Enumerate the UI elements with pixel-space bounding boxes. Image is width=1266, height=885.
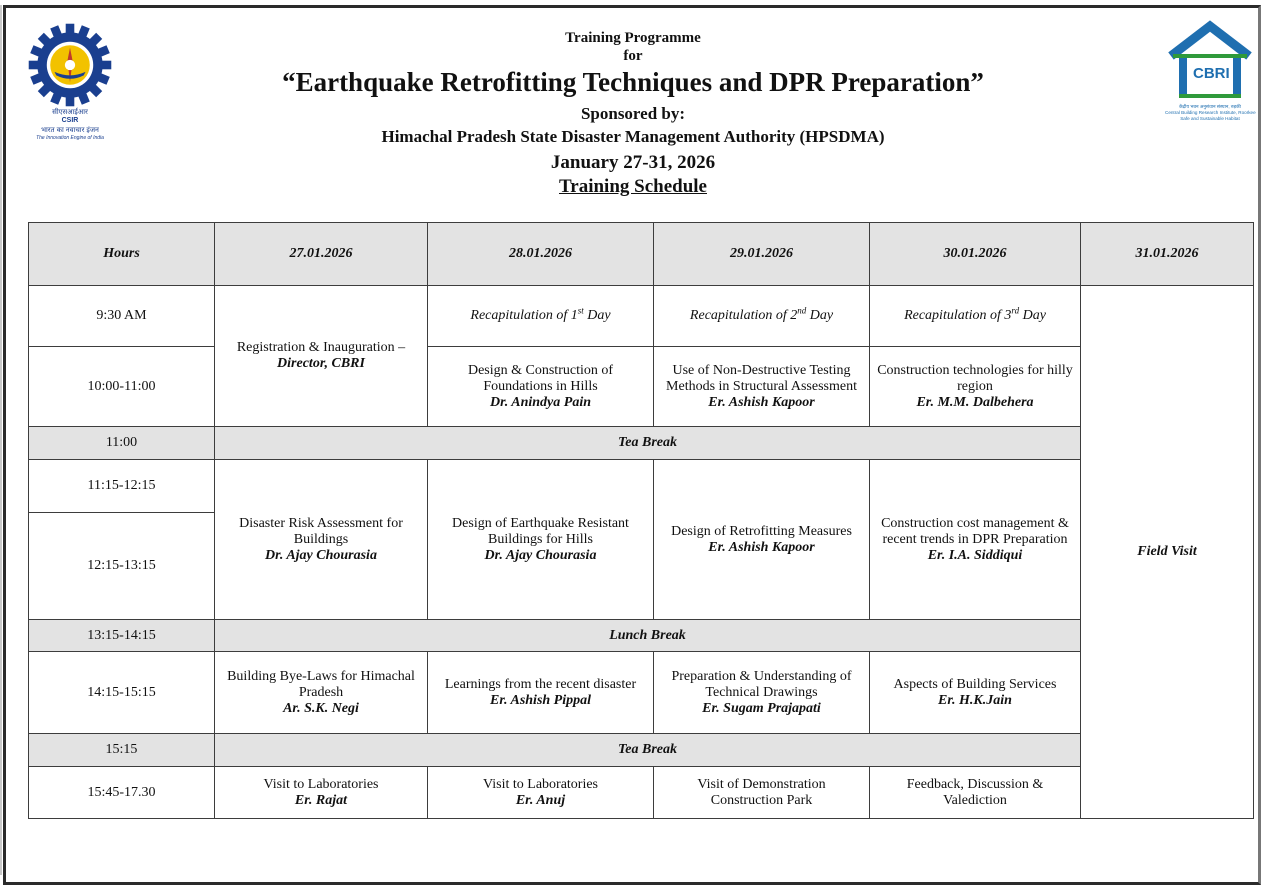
session-cell [214,766,428,819]
header-for: for [623,48,643,64]
session-title: Feedback, Discussion & Valediction [906,776,1044,808]
column-header-day5: 31.01.2026 [1080,222,1254,286]
session-cell [214,459,428,620]
session-speaker: Dr. Anindya Pain [489,394,591,410]
session-title: Aspects of Building Services [893,676,1057,692]
session-title: Use of Non-Destructive Testing Methods in Structural Assessment [666,362,857,394]
session-speaker: Er. Sugam Prajapati [702,700,821,716]
cbri-hindi-name: केंद्रीय भवन अनुसंधान संस्थान, रुड़की [1179,104,1241,109]
session-title: Building Bye-Laws for Himachal Pradesh [227,668,415,700]
session-cell [653,766,870,819]
time-cell: 10:00-11:00 [28,346,215,427]
session-title: Design of Retrofitting Measures [671,523,852,539]
column-header-day4: 30.01.2026 [869,222,1081,286]
time-cell: 13:15-14:15 [28,619,215,652]
time-cell: 12:15-13:15 [28,512,215,620]
session-cell [427,651,654,734]
session-speaker: Er. Ashish Kapoor [708,394,815,410]
page-title: “Earthquake Retrofitting Techniques and DPR Preparation” [282,67,984,97]
column-header-day3: 29.01.2026 [653,222,870,286]
recap-prefix: Recapitulation of 2 [689,308,798,323]
recap-suffix: nd [797,305,807,316]
recap-cell-day2 [427,285,654,347]
csir-hindi-tagline: भारत का नवाचार इंजन [41,127,99,134]
header-authority: Himachal Pradesh State Disaster Management Authority (HPSDMA) [381,127,885,146]
session-cell [214,651,428,734]
csir-name: CSIR [61,117,79,124]
recap-text [470,305,611,324]
recap-prefix: Recapitulation of 1 [470,308,578,323]
break-label: Tea Break [618,435,677,450]
column-header-day2: 28.01.2026 [427,222,654,286]
session-speaker: Dr. Ajay Chourasia [265,547,377,563]
session-title: Design of Earthquake Resistant Buildings for Hills [452,515,629,547]
session-title: Construction technologies for hilly region [877,362,1073,394]
column-header-hours: Hours [28,222,215,286]
recap-suffix: rd [1011,305,1020,316]
cbri-tagline: Safe and Sustainable Habitat [1180,116,1240,121]
session-cell [869,766,1081,819]
cbri-full-name: Central Building Research Institute, Roorkee [1165,110,1256,115]
session-cell [869,346,1081,427]
session-title: Construction cost management & recent trends in DPR Preparation [881,515,1069,547]
time-cell: 9:30 AM [28,285,215,347]
header-dates: January 27-31, 2026 [550,152,716,173]
recap-text [904,305,1046,324]
session-speaker: Ar. S.K. Negi [283,700,359,716]
column-header-day1: 27.01.2026 [214,222,428,286]
session-cell [653,459,870,620]
session-cell [869,651,1081,734]
cbri-name: CBRI [1193,65,1230,82]
session-cell [427,766,654,819]
session-title: Disaster Risk Assessment for Buildings [239,515,403,547]
session-speaker: Er. Anuj [515,792,566,808]
session-title: Visit of Demonstration Construction Park [697,776,826,808]
session-title: Visit to Laboratories [263,776,379,792]
session-title: Preparation & Understanding of Technical Drawings [671,668,852,700]
session-registration [214,285,428,427]
session-speaker: Er. Ashish Pippal [489,692,592,708]
csir-tagline: The Innovation Engine of India [36,135,104,141]
time-cell: 11:15-12:15 [28,459,215,513]
session-speaker: Er. Rajat [294,792,348,808]
recap-cell-day4 [869,285,1081,347]
session-speaker: Er. M.M. Dalbehera [916,394,1034,410]
recap-prefix: Recapitulation of 3 [904,308,1012,323]
time-cell: 15:15 [28,733,215,767]
session-title: Visit to Laboratories [482,776,599,792]
field-visit-label: Field Visit [1137,544,1197,559]
csir-hindi-name: सीएसआईआर [52,109,88,116]
recap-day: Day [1019,308,1046,323]
break-label: Tea Break [618,742,677,757]
break-label: Lunch Break [609,627,686,643]
recap-day: Day [583,308,611,323]
break-lunch [214,619,1081,652]
recap-day: Day [806,308,834,323]
session-cell [653,346,870,427]
session-title: Registration & Inauguration – [236,340,406,355]
recap-text [689,305,834,324]
time-cell: 14:15-15:15 [28,651,215,734]
header-sponsored: Sponsored by: [580,104,686,123]
recap-cell-day3 [653,285,870,347]
session-speaker: Er. H.K.Jain [938,692,1012,708]
schedule-heading: Training Schedule [559,176,707,197]
session-speaker: Er. Ashish Kapoor [708,539,815,555]
session-title: Learnings from the recent disaster [444,676,637,692]
header-programme: Training Programme [565,30,701,46]
break-tea-1 [214,426,1081,460]
session-cell [869,459,1081,620]
session-speaker: Dr. Ajay Chourasia [484,547,597,563]
time-cell: 15:45-17.30 [28,766,215,819]
time-cell: 11:00 [28,426,215,460]
session-title: Design & Construction of Foundations in Hills [467,362,614,394]
break-tea-2 [214,733,1081,767]
session-cell [427,459,654,620]
recap-suffix: st [577,305,584,316]
session-cell [427,346,654,427]
field-visit-cell [1080,285,1254,819]
session-cell [653,651,870,734]
session-speaker: Director, CBRI [277,356,365,371]
session-speaker: Er. I.A. Siddiqui [927,547,1023,563]
